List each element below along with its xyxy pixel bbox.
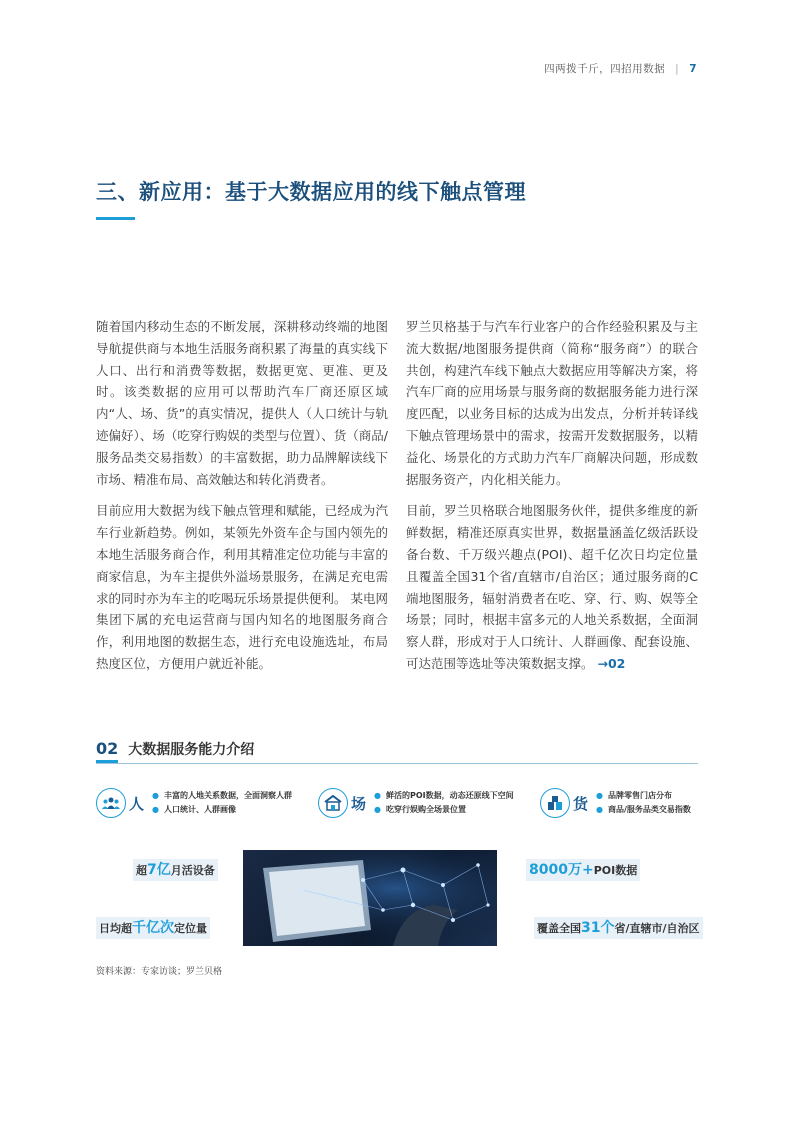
capability-item: ● 商品/服务品类交易指数 (596, 803, 691, 817)
running-header (544, 61, 697, 76)
goods-icon (540, 788, 570, 818)
capability-goods (540, 788, 691, 818)
section-heading (96, 739, 698, 764)
page-title: 三、新应用：基于大数据应用的线下触点管理 (96, 180, 526, 204)
cross-reference-link[interactable]: →02 (597, 655, 626, 671)
capability-people (96, 788, 292, 818)
right-paragraph-2 (406, 500, 698, 674)
header-text: 四两拨千斤，四招用数据 (544, 63, 666, 75)
right-paragraph-2-text: 目前，罗兰贝格联合地图服务伙伴，提供多维度的新鲜数据，精准还原真实世界，数据量涵盖亿级活跃设备台数、千万级兴趣点(POI)、超千亿次日均定位量且覆盖全国31个省/直辖市/自治区；通过服务商的C端地图服务，辐射消费者在吃、穿、行、购、娱等全场景；同时，根据丰富多元的人地关系数据，全面洞察人群，形成对于人口统计、人群画像、配套设施、可达范围等选址等决策数据支撑。 (406, 503, 698, 671)
right-paragraph-1: 罗兰贝格基于与汽车行业客户的合作经验积累及与主流大数据/地图服务提供商（简称“服务商”）的联合共创，构建汽车线下触点大数据应用等解决方案，将汽车厂商的应用场景与服务商的数据服务能力进行深度匹配，以业务目标的达成为出发点，分析并转译线下触点管理场景中的需求，按需开发数据服务，以精益化、场景化的方式助力汽车厂商解决问题，形成数据服务资产，内化相关能力。 (406, 319, 698, 487)
stat-poi-data: 8000万+POI数据 (526, 859, 640, 881)
left-paragraph-2: 目前应用大数据为线下触点管理和赋能，已经成为汽车行业新趋势。例如，某领先外资车企与国内领先的本地生活服务商合作，利用其精准定位功能与丰富的商家信息，为车主提供外溢场景服务，在满足充电需求的同时亦为车主的吃喝玩乐场景提供便利。 某电网集团下属的充电运营商与国内知名的地图服务商合作，利用地图的数据生态，进行充电设施选址，布局热度区位，方便用户就近补能。 (96, 503, 388, 671)
section-number: 02 (96, 739, 118, 763)
capabilities-row (96, 788, 698, 832)
stat-coverage: 覆盖全国31个省/直辖市/自治区 (534, 917, 703, 939)
source-note: 资料来源：专家访谈；罗兰贝格 (96, 967, 223, 977)
capability-place (318, 788, 514, 818)
header-separator: | (675, 62, 680, 75)
capability-item: ● 品牌零售门店分布 (596, 789, 691, 803)
capability-label: 场 (351, 794, 367, 813)
left-column (96, 316, 388, 685)
capability-item: ● 鲜活的POI数据，动态还原线下空间 (374, 789, 514, 803)
capability-items (374, 789, 514, 817)
right-column (406, 316, 698, 685)
title-underline (96, 217, 135, 220)
stat-monthly-devices: 超7亿月活设备 (133, 859, 218, 881)
capability-label: 货 (573, 794, 589, 813)
capability-item: ● 丰富的人地关系数据，全面洞察人群 (152, 789, 292, 803)
people-icon (96, 788, 126, 818)
capability-item: ● 人口统计、人群画像 (152, 803, 292, 817)
stat-daily-locations: 日均超千亿次定位量 (96, 917, 210, 939)
capability-items (152, 789, 292, 817)
page-number: 7 (689, 62, 697, 75)
capability-item: ● 吃穿行娱购全场景位置 (374, 803, 514, 817)
capability-label: 人 (129, 794, 145, 813)
left-paragraph-1: 随着国内移动生态的不断发展，深耕移动终端的地图导航提供商与本地生活服务商积累了海量的真实线下人口、出行和消费等数据，数据更宽、更准、更及时。该类数据的应用可以帮助汽车厂商还原区域内“人、场、货”的真实情况，提供人（人口统计与轨迹偏好）、场（吃穿行购娱的类型与位置）、货（商品/服务品类交易指数）的丰富数据，助力品牌解读线下市场、精准布局、高效触达和转化消费者。 (96, 319, 388, 487)
store-icon (318, 788, 348, 818)
capability-items (596, 789, 691, 817)
section-title: 大数据服务能力介绍 (128, 742, 255, 758)
touchscreen-network-image (243, 850, 497, 946)
